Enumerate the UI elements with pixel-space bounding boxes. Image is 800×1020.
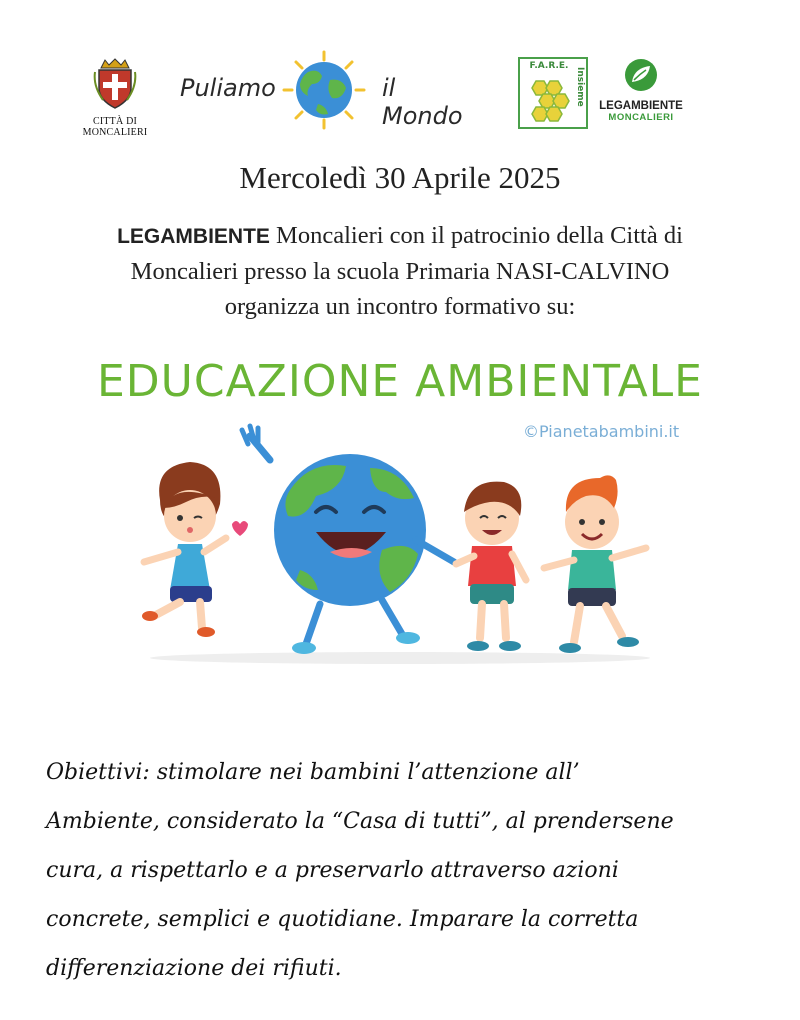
smiling-earth-icon — [242, 426, 454, 654]
objectives-line-5: differenziazione dei rifiuti. — [46, 956, 342, 981]
boy-green-shirt-icon — [544, 475, 646, 653]
puliamo-il-mondo-logo — [170, 50, 480, 140]
intro-line-3: organizza un incontro formativo su: — [224, 293, 576, 320]
honeycomb-icon — [526, 77, 576, 125]
fare-title: F.A.R.E. — [529, 61, 569, 71]
objectives-text — [46, 748, 766, 993]
illustration-credit: ©Pianetabambini.it — [523, 422, 680, 441]
boy-red-shirt-icon — [456, 482, 526, 651]
puliamo-label: Puliamo — [180, 74, 276, 102]
fare-insieme-logo — [518, 57, 588, 129]
legambiente-logo — [596, 58, 686, 130]
illustration-title: EDUCAZIONE AMBIENTALE — [97, 356, 703, 407]
intro-line-2: Moncalieri presso la scuola Primaria NASI-CALVINO — [130, 258, 670, 285]
children-with-earth-illustration — [120, 420, 680, 670]
citta-di-moncalieri-logo — [60, 58, 170, 138]
globe-sun-icon — [278, 50, 370, 130]
organizer-name: LEGAMBIENTE — [117, 225, 270, 248]
legambiente-name: LEGAMBIENTE — [599, 100, 683, 112]
city-crest-icon — [93, 58, 137, 110]
il-mondo-label: il Mondo — [382, 74, 463, 130]
legambiente-city: MONCALIERI — [608, 112, 674, 123]
logo-row — [0, 50, 800, 140]
event-date: Mercoledì 30 Aprile 2025 — [239, 160, 561, 195]
city-name-label: CITTÀ DI MONCALIERI — [82, 116, 148, 138]
objectives-line-3: cura, a rispettarlo e a preservarlo attraverso azioni — [46, 858, 619, 883]
fare-insieme-label: Insieme — [575, 67, 585, 107]
objectives-line-2: Ambiente, considerato la “Casa di tutti”, al prendersene — [46, 809, 674, 834]
intro-line-1-text: Moncalieri con il patrocinio della Città di — [269, 222, 683, 249]
legambiente-leaf-icon — [624, 58, 658, 92]
objectives-line-1: Obiettivi: stimolare nei bambini l’attenzione all’ — [46, 760, 580, 785]
objectives-line-4: concrete, semplici e quotidiane. Imparare la corretta — [46, 907, 639, 932]
intro-line-1 — [40, 218, 760, 254]
girl-character-icon — [142, 462, 248, 637]
event-intro — [40, 218, 760, 324]
